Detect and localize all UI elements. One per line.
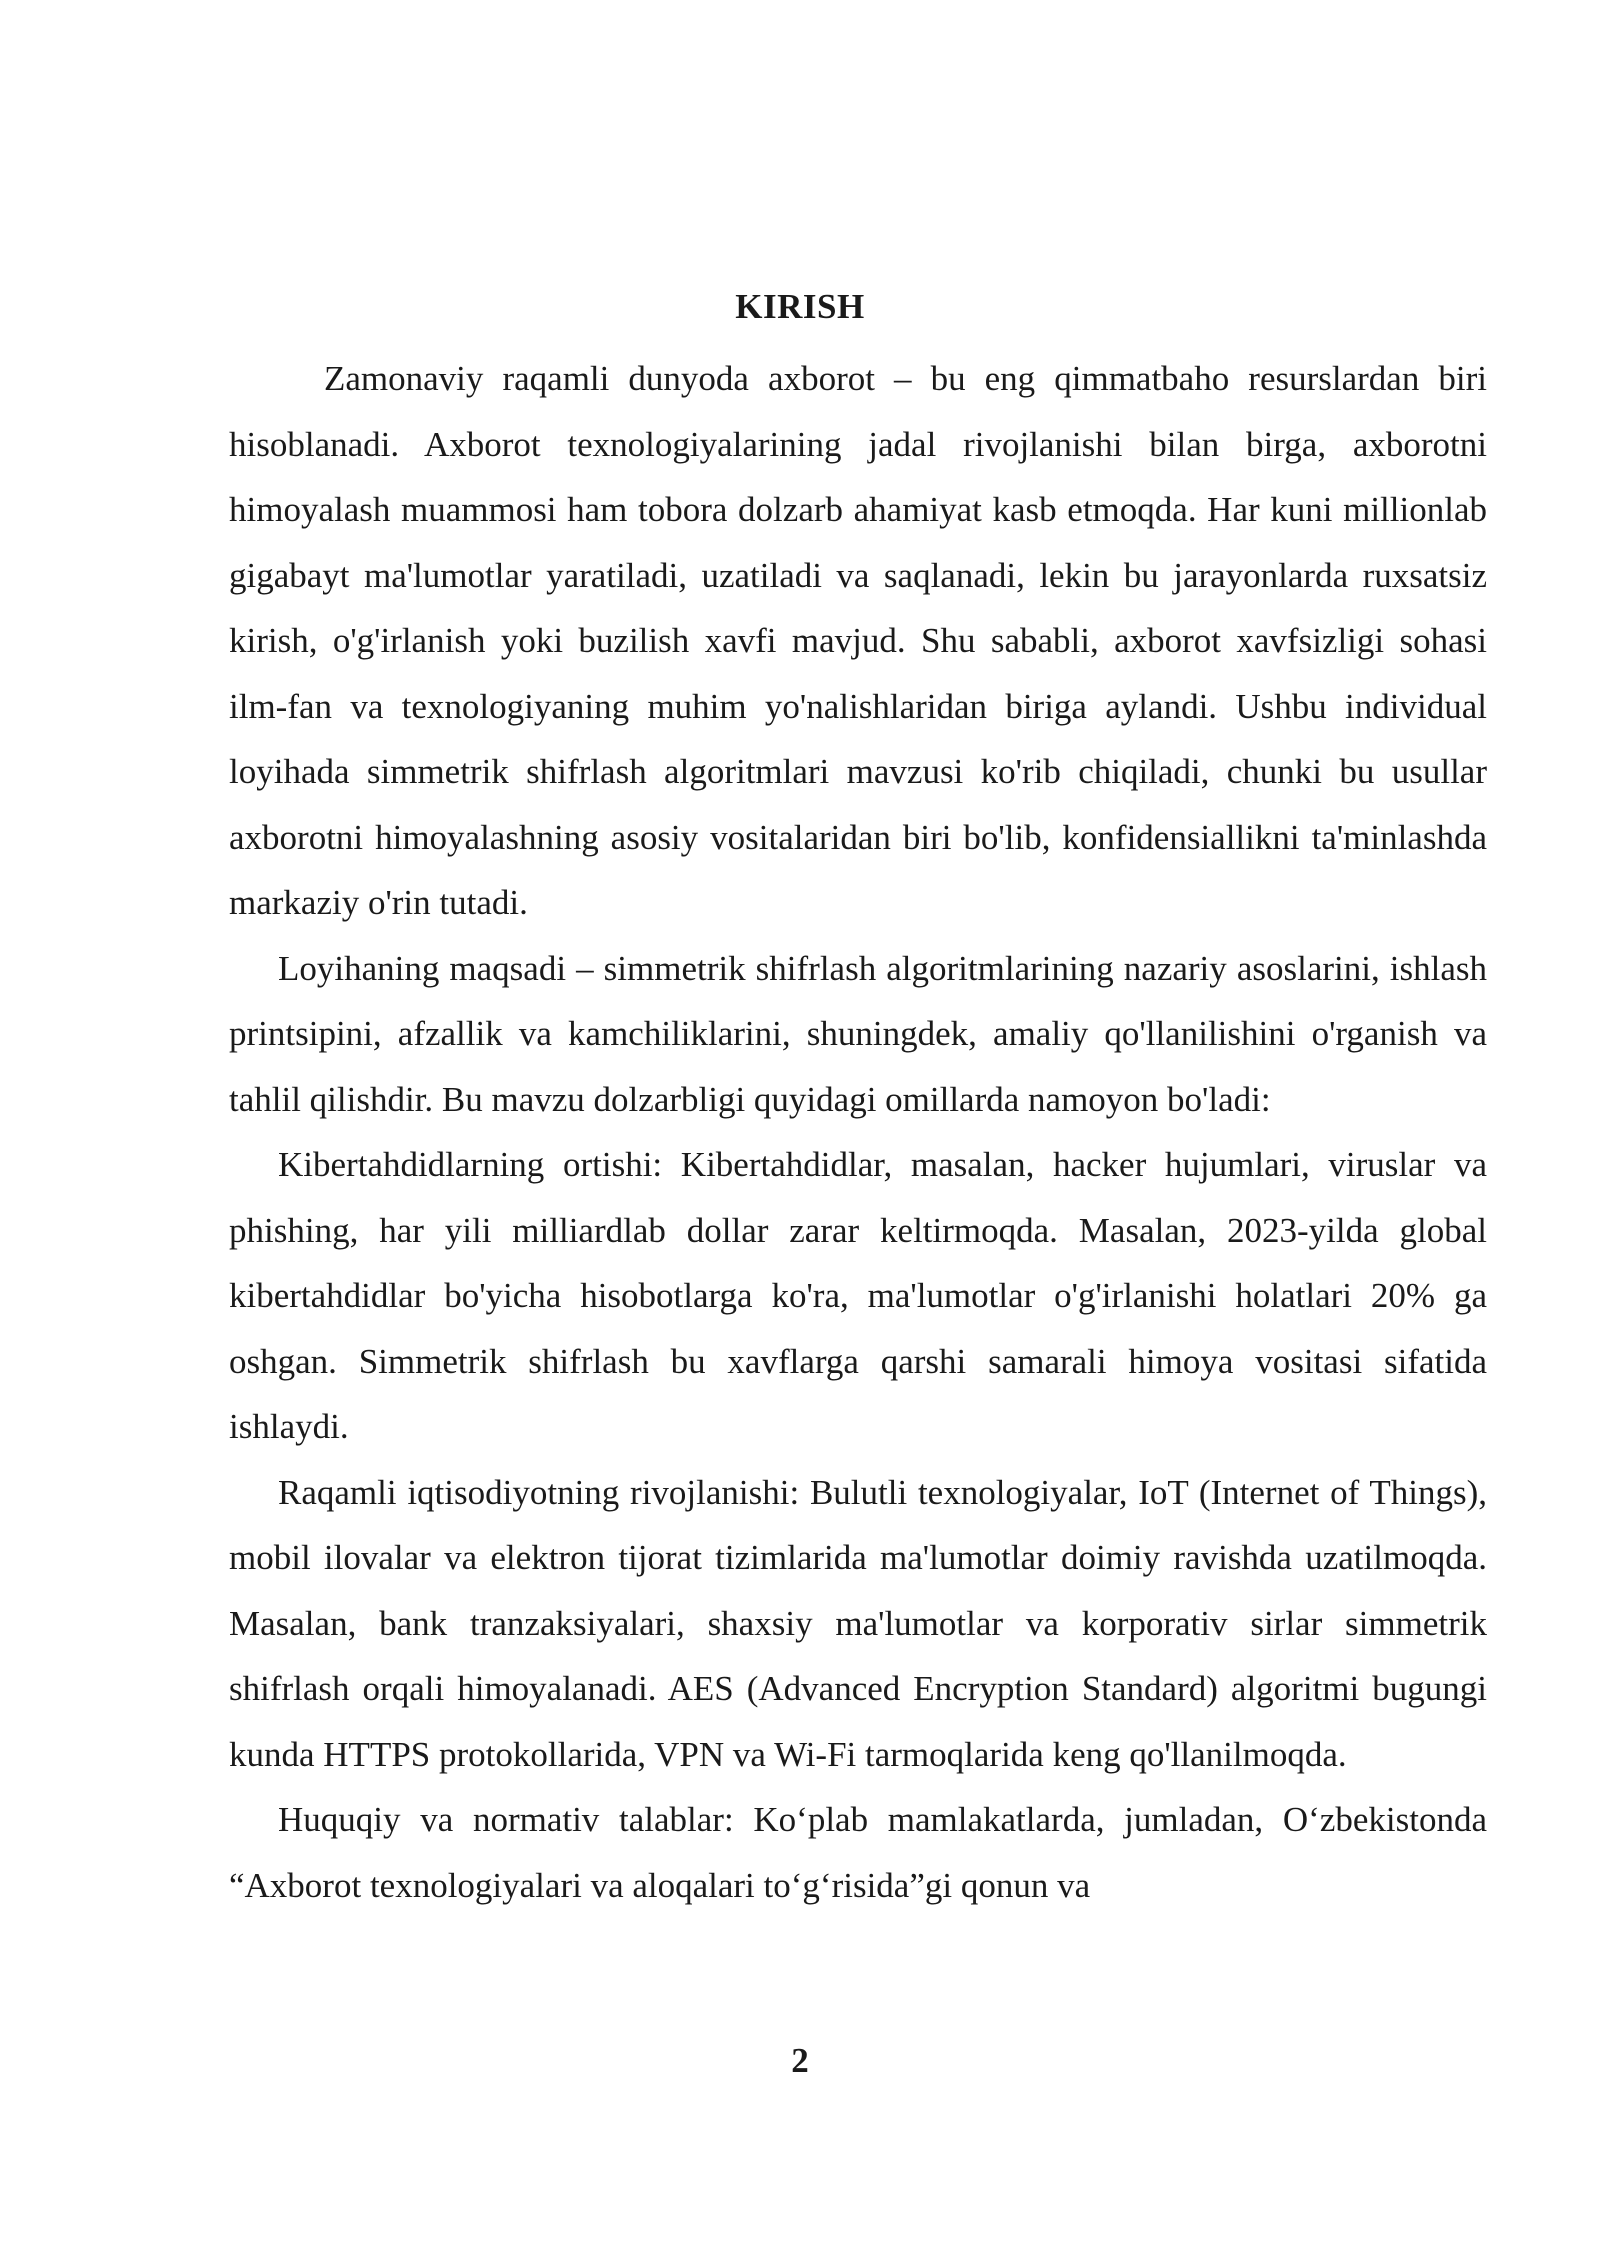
paragraph-introduction: Zamonaviy raqamli dunyoda axborot – bu eng qimmatbaho resurslardan biri hisoblanadi. Axborot texnologiyalarining jadal rivojlanishi bilan birga, axborotni himoyalash muammosi ham tobora dolzarb ahamiyat kasb etmoqda. Har kuni millionlab gigabayt ma'lumotlar yaratiladi, uzatiladi va saqlanadi, lekin bu jarayonlarda ruxsatsiz kirish, o'g'irlanish yoki buzilish xavfi mavjud. Shu sababli, axborot xavfsizligi sohasi ilm-fan va texnologiyaning muhim yo'nalishlaridan biriga aylandi. Ushbu individual loyihada simmetrik shifrlash algoritmlari mavzusi ko'rib chiqiladi, chunki bu usullar axborotni himoyalashning asosiy vositalaridan biri bo'lib, konfidensiallikni ta'minlashda markaziy o'rin tutadi. [229,359,1487,922]
document-body [229,346,1487,1918]
paragraph-project-goal: Loyihaning maqsadi – simmetrik shifrlash algoritmlarining nazariy asoslarini, ishlash printsipini, afzallik va kamchiliklarini, shuningdek, amaliy qo'llanilishini o'rganish va tahlil qilishdir. Bu mavzu dolzarbligi quyidagi omillarda namoyon bo'ladi: [229,948,1487,1119]
paragraph-cyber-threats: Kibertahdidlarning ortishi: Kibertahdidlar, masalan, hacker hujumlari, viruslar va phishing, har yili milliardlab dollar zarar keltirmoqda. Masalan, 2023-yilda global kibertahdidlar bo'yicha hisobotlarga ko'ra, ma'lumotlar o'g'irlanishi holatlari 20% ga oshgan. Simmetrik shifrlash bu xavflarga qarshi samarali himoya vositasi sifatida ishlaydi. [229,1145,1487,1446]
paragraph-legal-requirements: Huquqiy va normativ talablar: Ko‘plab mamlakatlarda, jumladan, O‘zbekistonda “Axborot texnologiyalari va aloqalari to‘g‘risida”gi qonun va [229,1800,1487,1905]
paragraph-digital-economy: Raqamli iqtisodiyotning rivojlanishi: Bulutli texnologiyalar, IoT (Internet of Things), mobil ilovalar va elektron tijorat tizimlarida ma'lumotlar doimiy ravishda uzatilmoqda. Masalan, bank tranzaksiyalari, shaxsiy ma'lumotlar va korporativ sirlar simmetrik shifrlash orqali himoyalanadi. AES (Advanced Encryption Standard) algoritmi bugungi kunda HTTPS protokollarida, VPN va Wi-Fi tarmoqlarida keng qo'llanilmoqda. [229,1472,1487,1774]
page-number: 2 [791,2041,809,2080]
section-heading: KIRISH [735,287,865,326]
